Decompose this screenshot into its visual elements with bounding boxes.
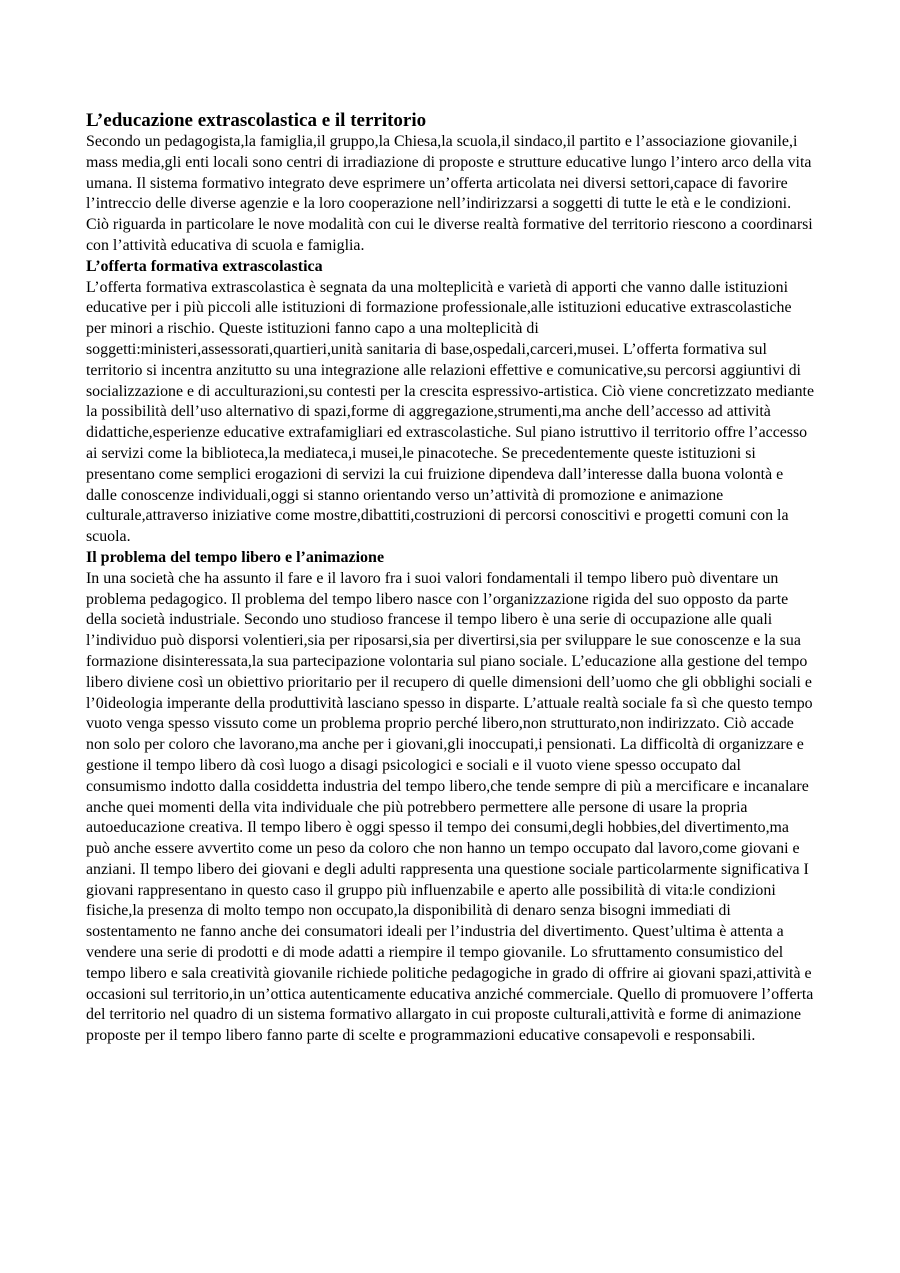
section-heading-offerta: L’offerta formativa extrascolastica: [86, 257, 323, 275]
section-paragraph-offerta: L’offerta formativa extrascolastica è segnata da una molteplicità e varietà di apporti che vanno dalle istituzioni educative per i più piccoli alle istituzioni di formazione professionale,alle istituzioni educative extrascolastiche per minori a rischio. Queste istituzioni fanno capo a una molteplicità di soggetti:ministeri,assessorati,quartieri,unità sanitaria di base,ospedali,carceri,musei. L’offerta formativa sul territorio si incentra anzitutto su una integrazione alle relazioni effettive e comunicative,su percorsi aggiuntivi di socializzazione e di acculturazioni,su contesti per la crescita espressivo-artistica. Ciò viene concretizzato mediante la possibilità dell’uso alternativo di spazi,forme di aggregazione,strumenti,ma anche dell’accesso ad attività didattiche,esperienze educative extrafamigliari ed extrascolastiche. Sul piano istruttivo il territorio offre l’accesso ai servizi come la biblioteca,la mediateca,i musei,le pinacoteche. Se precedentemente queste istituzioni si presentano come semplici erogazioni di servizi la cui fruizione dipendeva dall’interesse dalla buona volontà e dalle conoscenze individuali,oggi si stanno orientando verso un’attività di promozione e animazione culturale,attraverso iniziative come mostre,dibattiti,costruzioni di percorsi conoscitivi e progetti comuni con la scuola.: [86, 278, 814, 546]
section-heading-tempo-libero: Il problema del tempo libero e l’animazione: [86, 548, 385, 566]
section-paragraph-tempo-libero: In una società che ha assunto il fare e il lavoro fra i suoi valori fondamentali il tempo libero può diventare un problema pedagogico. Il problema del tempo libero nasce con l’organizzazione rigida del suo opposto da parte della società industriale. Secondo uno studioso francese il tempo libero è una serie di occupazione alle quali l’individuo può disporsi volentieri,sia per riposarsi,sia per divertirsi,sia per sviluppare le sue conoscenze e la sua formazione disinteressata,la sua partecipazione volontaria sul piano sociale. L’educazione alla gestione del tempo libero diviene così un obiettivo prioritario per il recupero di quelle dimensioni dell’uomo che gli obblighi sociali e l’0ideologia imperante della produttività lasciano spesso in disparte. L’attuale realtà sociale fa sì che questo tempo vuoto venga spesso vissuto come un problema proprio perché libero,non strutturato,non indirizzato. Ciò accade non solo per coloro che lavorano,ma anche per i giovani,gli inoccupati,i pensionati. La difficoltà di organizzare e gestione il tempo libero dà così luogo a disagi psicologici e sociali e il vuoto viene spesso occupato dal consumismo indotto dalla cosiddetta industria del tempo libero,che tende sempre di più a mercificare e incanalare anche quei momenti della vita individuale che più potrebbero permettere alle persone di usare la propria autoeducazione creativa. Il tempo libero è oggi spesso il tempo dei consumi,degli hobbies,del divertimento,ma può anche essere avvertito come un peso da coloro che non hanno un tempo occupato dal lavoro,come giovani e anziani. Il tempo libero dei giovani e degli adulti rappresenta una questione sociale particolarmente significativa I giovani rappresentano in questo caso il gruppo più influenzabile e aperto alle possibilità di vita:le condizioni fisiche,la presenza di molto tempo non occupato,la disponibilità di denaro senza bisogni immediati di sostentamento ne fanno anche dei consumatori ideali per l’industria del divertimento. Quest’ultima è attenta a vendere una serie di prodotti e di mode adatti a riempire il tempo giovanile. Lo sfruttamento consumistico del tempo libero e sala creatività giovanile richiede politiche pedagogiche in grado di offrire ai giovani spazi,attività e occasioni sul territorio,in un’ottica autenticamente educativa anziché commerciale. Quello di promuovere l’offerta del territorio nel quadro di un sistema formativo allargato in cui proposte culturali,attività e forme di animazione proposte per il tempo libero fanno parte di scelte e programmazioni educative consapevoli e responsabili.: [86, 569, 814, 1045]
intro-paragraph: Secondo un pedagogista,la famiglia,il gruppo,la Chiesa,la scuola,il sindaco,il partito e l’associazione giovanile,i mass media,gli enti locali sono centri di irradiazione di proposte e strutture educative lungo l’intero arco della vita umana. Il sistema formativo integrato deve esprimere un’offerta articolata nei diversi settori,capace di favorire l’intreccio delle diverse agenzie e la loro cooperazione nell’indirizzarsi a soggetti di tutte le età e le condizioni. Ciò riguarda in particolare le nove modalità con cui le diverse realtà formative del territorio riescono a coordinarsi con l’attività educativa di scuola e famiglia.: [86, 133, 813, 254]
document-title: L’educazione extrascolastica e il territorio: [86, 110, 427, 131]
